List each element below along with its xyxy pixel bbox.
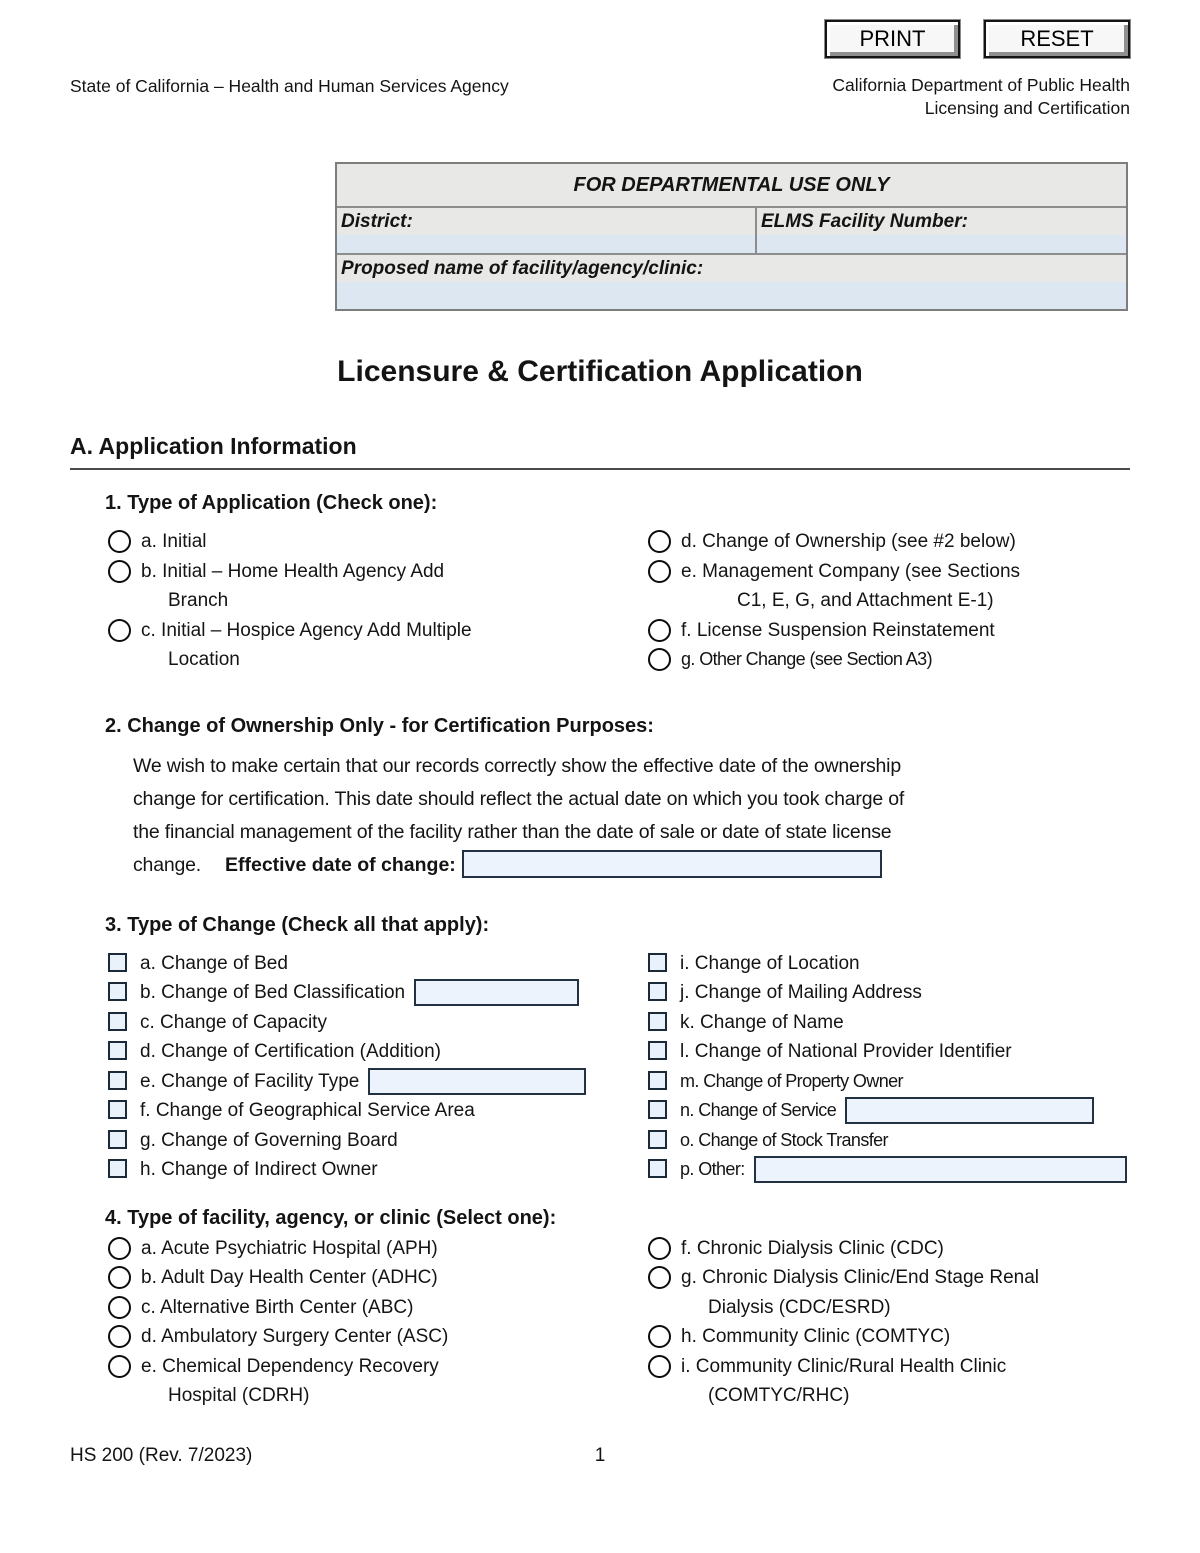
- effective-date-input[interactable]: [462, 850, 882, 878]
- page-footer: [70, 1445, 1130, 1467]
- radio-button[interactable]: [648, 560, 671, 583]
- paragraph-line: We wish to make certain that our records correctly show the effective date of the ownership: [133, 754, 901, 777]
- checkbox[interactable]: [648, 953, 667, 972]
- agency-right-line1: California Department of Public Health: [832, 75, 1130, 95]
- option-label-line: h. Change of Indirect Owner: [140, 1159, 378, 1180]
- checkbox-option: [108, 1067, 648, 1097]
- option-label: [681, 1263, 1039, 1322]
- question-2-heading: 2. Change of Ownership Only - for Certification Purposes:: [105, 714, 654, 737]
- option-label-line: c. Alternative Birth Center (ABC): [141, 1296, 414, 1318]
- radio-option: [108, 616, 648, 675]
- change-of-ownership-paragraph: [133, 750, 1130, 882]
- section-a-heading: A. Application Information: [70, 433, 1130, 470]
- options-column-right: [648, 1234, 1130, 1411]
- checkbox-option: [648, 1126, 1130, 1156]
- option-label-line: m. Change of Property Owner: [680, 1070, 903, 1091]
- options-column-left: [108, 1234, 648, 1411]
- checkbox-option: [648, 1155, 1130, 1185]
- option-label-line: i. Community Clinic/Rural Health Clinic: [681, 1355, 1007, 1377]
- option-label: [680, 1067, 903, 1097]
- radio-option: [648, 557, 1130, 616]
- type-of-change-options: [70, 949, 1130, 1185]
- option-label-line: c. Change of Capacity: [140, 1011, 327, 1033]
- option-label-line: i. Change of Location: [680, 952, 860, 974]
- option-label: [140, 1037, 441, 1067]
- checkbox-option: [108, 978, 648, 1008]
- radio-button[interactable]: [108, 530, 131, 553]
- checkbox[interactable]: [108, 1130, 127, 1149]
- radio-button[interactable]: [648, 1325, 671, 1348]
- radio-button[interactable]: [648, 1355, 671, 1378]
- radio-button[interactable]: [108, 619, 131, 642]
- agency-right-line2: Licensing and Certification: [924, 98, 1130, 118]
- checkbox-option: [108, 1126, 648, 1156]
- effective-date-label: Effective date of change:: [225, 853, 456, 876]
- option-label-line: k. Change of Name: [680, 1011, 844, 1033]
- departmental-use-title: FOR DEPARTMENTAL USE ONLY: [337, 164, 1126, 208]
- option-label: [680, 1096, 836, 1126]
- option-label: [141, 1263, 438, 1293]
- radio-button[interactable]: [648, 1237, 671, 1260]
- inline-text-field[interactable]: [368, 1068, 586, 1095]
- checkbox-option: [108, 1037, 648, 1067]
- option-label-line: a. Change of Bed: [140, 952, 288, 974]
- paragraph-line: [133, 849, 1130, 882]
- radio-option: [648, 1322, 1130, 1352]
- checkbox-option: [648, 949, 1130, 979]
- departmental-use-table: [335, 162, 1128, 311]
- option-label-line: o. Change of Stock Transfer: [680, 1129, 888, 1150]
- option-label-line: g. Change of Governing Board: [140, 1129, 398, 1151]
- reset-button[interactable]: RESET: [984, 20, 1130, 58]
- facility-type-options: [70, 1234, 1130, 1411]
- option-label-line: b. Adult Day Health Center (ADHC): [141, 1267, 438, 1288]
- paragraph-line: change for certification. This date should reflect the actual date on which you took charge of: [133, 787, 905, 810]
- radio-option: [108, 1293, 648, 1323]
- checkbox-option: [648, 1067, 1130, 1097]
- option-label-line: Branch: [168, 590, 229, 611]
- option-label-line: l. Change of National Provider Identifier: [680, 1041, 1012, 1062]
- option-label: [140, 1155, 378, 1185]
- type-of-application-options: [70, 527, 1130, 675]
- checkbox-option: [108, 1096, 648, 1126]
- checkbox[interactable]: [108, 1041, 127, 1060]
- elms-facility-number-input[interactable]: [757, 235, 1126, 253]
- option-label: [681, 527, 1016, 557]
- option-label: [681, 557, 1020, 616]
- option-label-line: Location: [168, 649, 240, 670]
- radio-button[interactable]: [108, 1296, 131, 1319]
- radio-option: [648, 616, 1130, 646]
- inline-text-field[interactable]: [845, 1097, 1094, 1124]
- checkbox[interactable]: [108, 1012, 127, 1031]
- option-label-line: n. Change of Service: [680, 1100, 837, 1120]
- paragraph-line-text: change.: [133, 853, 201, 876]
- option-label-line: f. Chronic Dialysis Clinic (CDC): [681, 1237, 944, 1259]
- radio-button[interactable]: [108, 1325, 131, 1348]
- radio-button[interactable]: [108, 1237, 131, 1260]
- checkbox[interactable]: [648, 1159, 667, 1178]
- option-label: [140, 1067, 359, 1097]
- option-label: [681, 645, 932, 675]
- options-column-left: [108, 527, 648, 675]
- option-label-line: Dialysis (CDC/ESRD): [708, 1296, 891, 1318]
- option-label-line: j. Change of Mailing Address: [680, 982, 922, 1003]
- table-row: [337, 255, 1126, 309]
- checkbox[interactable]: [648, 982, 667, 1001]
- option-label: [681, 616, 995, 646]
- option-label-line: g. Other Change (see Section A3): [681, 649, 932, 669]
- radio-option: [108, 1263, 648, 1293]
- district-input[interactable]: [337, 235, 755, 253]
- option-label: [140, 1096, 475, 1126]
- option-label: [141, 1352, 439, 1411]
- option-label-line: Hospital (CDRH): [168, 1385, 310, 1406]
- option-label-line: f. License Suspension Reinstatement: [681, 619, 995, 641]
- option-label-line: e. Management Company (see Sections: [681, 560, 1021, 582]
- option-label: [141, 527, 206, 557]
- checkbox[interactable]: [108, 953, 127, 972]
- option-label: [140, 978, 405, 1008]
- checkbox[interactable]: [108, 1071, 127, 1090]
- radio-button[interactable]: [648, 648, 671, 671]
- radio-option: [648, 1234, 1130, 1264]
- option-label-line: d. Change of Ownership (see #2 below): [681, 531, 1016, 552]
- option-label: [680, 978, 922, 1008]
- option-label: [680, 1155, 745, 1185]
- option-label: [141, 616, 472, 675]
- option-label-line: p. Other:: [680, 1159, 745, 1179]
- checkbox[interactable]: [648, 1012, 667, 1031]
- radio-option: [648, 1263, 1130, 1322]
- option-label: [681, 1234, 944, 1264]
- checkbox[interactable]: [648, 1071, 667, 1090]
- options-column-right: [648, 949, 1130, 1185]
- option-label: [680, 1008, 844, 1038]
- checkbox[interactable]: [648, 1100, 667, 1119]
- page-title: Licensure & Certification Application: [337, 355, 863, 388]
- inline-text-field[interactable]: [414, 979, 579, 1006]
- question-3-heading: 3. Type of Change (Check all that apply):: [105, 913, 490, 936]
- paragraph-line: the financial management of the facility rather than the date of sale or date of state license: [133, 820, 892, 843]
- option-label: [680, 1126, 888, 1156]
- checkbox-option: [648, 1037, 1130, 1067]
- district-label: District:: [341, 211, 413, 232]
- radio-option: [648, 1352, 1130, 1411]
- proposed-name-input[interactable]: [337, 282, 1126, 309]
- option-label: [141, 557, 444, 616]
- option-label-line: d. Change of Certification (Addition): [140, 1041, 441, 1062]
- option-label-line: b. Initial – Home Health Agency Add: [141, 560, 445, 582]
- radio-option: [108, 1234, 648, 1264]
- option-label: [141, 1322, 448, 1352]
- option-label-line: d. Ambulatory Surgery Center (ASC): [141, 1326, 449, 1347]
- form-number: HS 200 (Rev. 7/2023): [70, 1444, 253, 1466]
- agency-header: [70, 74, 1130, 120]
- checkbox-option: [648, 1008, 1130, 1038]
- radio-button[interactable]: [648, 530, 671, 553]
- radio-option: [648, 527, 1130, 557]
- options-column-left: [108, 949, 648, 1185]
- page-number: 1: [594, 1444, 606, 1466]
- radio-button[interactable]: [648, 1266, 671, 1289]
- radio-option: [648, 645, 1130, 675]
- option-label-line: b. Change of Bed Classification: [140, 982, 406, 1003]
- option-label-line: a. Acute Psychiatric Hospital (APH): [141, 1237, 438, 1259]
- option-label: [140, 1126, 398, 1156]
- option-label: [681, 1352, 1006, 1411]
- option-label: [680, 949, 860, 979]
- checkbox[interactable]: [108, 1100, 127, 1119]
- district-cell: [337, 208, 757, 253]
- option-label: [141, 1234, 438, 1264]
- radio-button[interactable]: [108, 560, 131, 583]
- question-1-heading: 1. Type of Application (Check one):: [105, 492, 438, 514]
- radio-option: [108, 1322, 648, 1352]
- options-column-right: [648, 527, 1130, 675]
- toolbar: [70, 20, 1130, 58]
- checkbox-option: [108, 1155, 648, 1185]
- option-label-line: h. Community Clinic (COMTYC): [681, 1326, 951, 1347]
- option-label-line: c. Initial – Hospice Agency Add Multiple: [141, 619, 472, 641]
- question-4-heading: 4. Type of facility, agency, or clinic (Select one):: [105, 1206, 557, 1229]
- checkbox-option: [648, 1096, 1130, 1126]
- radio-option: [108, 557, 648, 616]
- checkbox[interactable]: [648, 1041, 667, 1060]
- option-label-line: e. Chemical Dependency Recovery: [141, 1355, 439, 1377]
- radio-option: [108, 527, 648, 557]
- radio-button[interactable]: [648, 619, 671, 642]
- table-row: [337, 208, 1126, 255]
- radio-button[interactable]: [108, 1355, 131, 1378]
- agency-right-text: [832, 74, 1130, 120]
- checkbox-option: [648, 978, 1130, 1008]
- checkbox-option: [108, 1008, 648, 1038]
- checkbox[interactable]: [648, 1130, 667, 1149]
- option-label: [141, 1293, 413, 1323]
- option-label-line: e. Change of Facility Type: [140, 1070, 360, 1092]
- proposed-name-label: Proposed name of facility/agency/clinic:: [341, 258, 704, 279]
- radio-option: [108, 1352, 648, 1411]
- inline-text-field[interactable]: [754, 1156, 1127, 1183]
- elms-cell: [757, 208, 1126, 253]
- checkbox[interactable]: [108, 1159, 127, 1178]
- form-page: [0, 20, 1200, 1467]
- option-label-line: C1, E, G, and Attachment E-1): [737, 590, 994, 611]
- option-label-line: a. Initial: [141, 531, 207, 552]
- checkbox-option: [108, 949, 648, 979]
- option-label: [681, 1322, 950, 1352]
- option-label-line: (COMTYC/RHC): [708, 1385, 850, 1406]
- elms-facility-number-label: ELMS Facility Number:: [761, 211, 968, 232]
- option-label-line: g. Chronic Dialysis Clinic/End Stage Renal: [681, 1267, 1039, 1288]
- option-label: [140, 1008, 327, 1038]
- print-button[interactable]: PRINT: [825, 20, 960, 58]
- radio-button[interactable]: [108, 1266, 131, 1289]
- option-label: [680, 1037, 1012, 1067]
- option-label-line: f. Change of Geographical Service Area: [140, 1100, 475, 1121]
- agency-left-text: State of California – Health and Human Services Agency: [70, 76, 509, 96]
- checkbox[interactable]: [108, 982, 127, 1001]
- option-label: [140, 949, 288, 979]
